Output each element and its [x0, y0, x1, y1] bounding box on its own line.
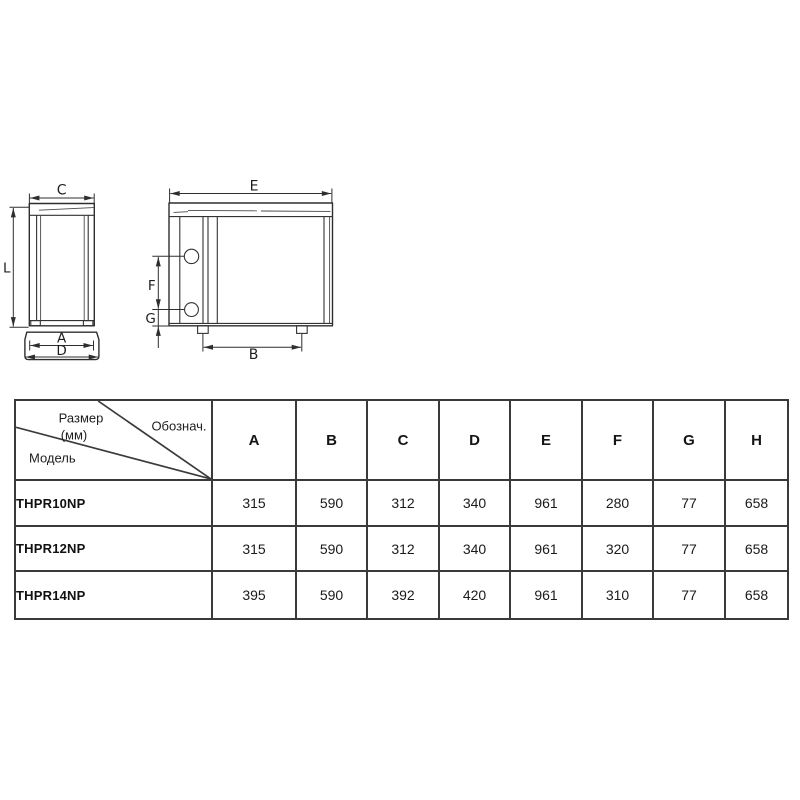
dim-value: 658	[725, 571, 788, 619]
side-view-foot	[83, 321, 93, 326]
front-view-foot	[198, 326, 209, 334]
dim-label-a: A	[56, 330, 67, 347]
column-header-h: H	[725, 400, 788, 480]
dim-value: 320	[582, 526, 653, 571]
dimensions-table	[14, 399, 789, 620]
dim-value: 312	[367, 480, 439, 526]
dim-value: 961	[510, 526, 582, 571]
column-header-d: D	[439, 400, 510, 480]
g-dimension	[145, 310, 169, 349]
side-view-drawing	[3, 183, 99, 360]
technical-drawing	[0, 0, 800, 380]
dim-value: 961	[510, 571, 582, 619]
model-name: THPR14NP	[15, 571, 212, 619]
dimensions-table-wrap	[14, 399, 787, 620]
corner-designation-label: Обознач.	[151, 418, 207, 434]
front-view-foot	[297, 326, 308, 334]
corner-size-label: Размер	[58, 410, 104, 426]
dim-label-f: F	[147, 278, 156, 294]
dim-value: 658	[725, 526, 788, 571]
dim-value: 590	[296, 571, 367, 619]
dim-value: 658	[725, 480, 788, 526]
c-dimension	[29, 183, 94, 206]
column-header-c: C	[367, 400, 439, 480]
model-name: THPR12NP	[15, 526, 212, 571]
column-header-f: F	[582, 400, 653, 480]
column-header-b: B	[296, 400, 367, 480]
dim-label-d: D	[56, 343, 67, 360]
dim-value: 590	[296, 526, 367, 571]
corner-model-label: Модель	[29, 450, 76, 466]
dim-value: 590	[296, 480, 367, 526]
dim-value: 340	[439, 526, 510, 571]
diagonal-divider	[16, 401, 211, 479]
table-row	[15, 480, 788, 526]
dim-value: 280	[582, 480, 653, 526]
dim-value: 392	[367, 571, 439, 619]
model-name: THPR10NP	[15, 480, 212, 526]
dim-value: 315	[212, 480, 296, 526]
b-dimension	[203, 334, 302, 363]
upper-port-circle	[184, 249, 198, 263]
column-header-g: G	[653, 400, 725, 480]
front-view-drawing	[145, 179, 332, 363]
lower-port-circle	[185, 303, 199, 317]
l-dimension	[3, 207, 29, 327]
dim-value: 77	[653, 571, 725, 619]
table-corner-cell	[15, 400, 212, 480]
dim-value: 395	[212, 571, 296, 619]
dim-value: 420	[439, 571, 510, 619]
column-header-a: A	[212, 400, 296, 480]
column-header-e: E	[510, 400, 582, 480]
dim-label-c: C	[56, 182, 67, 199]
dim-label-e: E	[249, 178, 259, 195]
front-view-body	[169, 203, 333, 326]
dim-value: 77	[653, 526, 725, 571]
side-view-lid-seam	[39, 208, 94, 211]
dim-label-b: B	[248, 346, 259, 363]
dim-label-l: L	[3, 260, 11, 277]
dim-value: 961	[510, 480, 582, 526]
f-dimension	[148, 256, 185, 309]
dim-value: 340	[439, 480, 510, 526]
dim-label-g: G	[145, 311, 156, 328]
corner-size-unit: (мм)	[60, 427, 88, 443]
table-row	[15, 571, 788, 619]
table-row	[15, 526, 788, 571]
e-dimension	[170, 179, 332, 203]
front-view-lid-seam	[174, 212, 189, 213]
dim-value: 310	[582, 571, 653, 619]
dim-value: 315	[212, 526, 296, 571]
side-view-foot	[31, 321, 41, 326]
dim-value: 312	[367, 526, 439, 571]
dim-value: 77	[653, 480, 725, 526]
table-header-row	[15, 400, 788, 480]
